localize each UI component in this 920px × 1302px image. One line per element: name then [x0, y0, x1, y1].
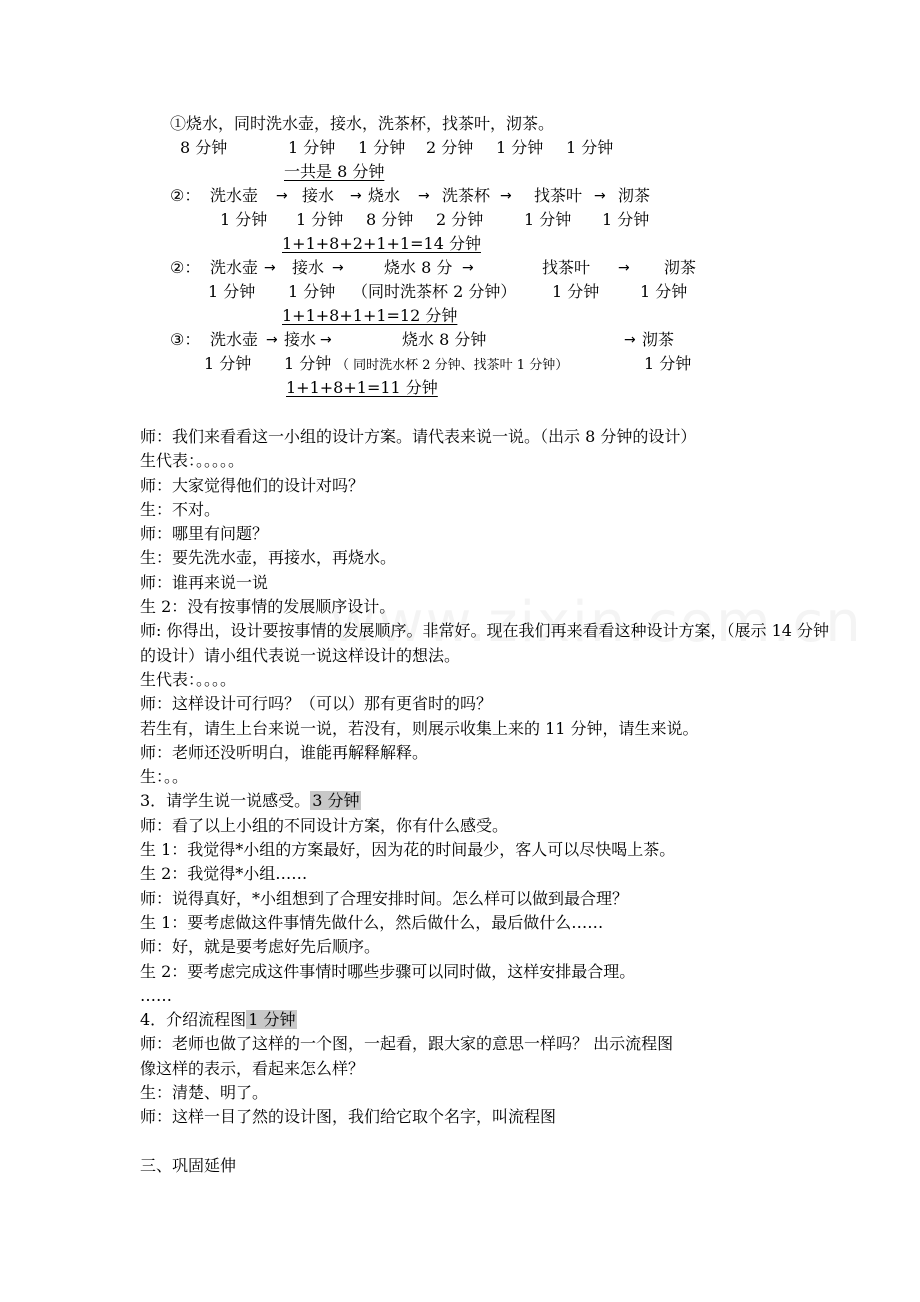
dialogue-line: 生 1：要考虑做这件事情先做什么，然后做什么，最后做什么……	[140, 912, 604, 932]
plan-1-time: 8 分钟	[180, 138, 228, 157]
plan-2-time: 1 分钟	[602, 210, 650, 229]
dialogue-line: 生 2：没有按事情的发展顺序设计。	[140, 597, 396, 617]
dialogue-line: 生：不对。	[140, 499, 221, 519]
dialogue-line: 师：看了以上小组的不同设计方案，你有什么感受。	[140, 815, 509, 835]
dialogue-line: 师：这样一目了然的设计图，我们给它取个名字，叫流程图	[140, 1107, 557, 1127]
plan-2-label: ②：	[170, 186, 201, 205]
plan-4-total: 1+1+8+1=11 分钟	[286, 378, 438, 397]
plan-3-label: ②：	[170, 258, 201, 277]
plan-3-time: 1 分钟	[552, 282, 600, 301]
section-4-heading	[140, 1008, 830, 1032]
plan-4-time: 1 分钟	[644, 354, 692, 373]
plan-3-time: 1 分钟	[288, 282, 336, 301]
dialogue-line: 师: 你得出，设计要按事情的发展顺序。非常好。现在我们再来看看这种设计方案，（展示 14 分钟的设计）请小组代表说一说这样设计的想法。	[140, 621, 830, 665]
plan-1-time: 1 分钟	[566, 138, 614, 157]
dialogue-line: 师：谁再来说一说	[140, 572, 269, 592]
section-4-title: 4．介绍流程图	[140, 1010, 247, 1030]
plan-4-time: 1 分钟	[284, 354, 332, 373]
plan-3-total: 1+1+8+1+1=12 分钟	[282, 306, 458, 325]
section-3-heading	[140, 789, 830, 813]
lesson-dialogue	[140, 425, 830, 1178]
plan-4-label: ③：	[170, 330, 201, 349]
plan-3-time: 1 分钟	[208, 282, 256, 301]
arrow-icon: →	[462, 260, 474, 276]
dialogue-line: 生 2：我觉得*小组……	[140, 864, 308, 884]
arrow-icon: →	[418, 188, 430, 204]
plan-3-step: 沏茶	[664, 258, 697, 277]
dialogue-line: 生 2：要考虑完成这件事情时哪些步骤可以同时做，这样安排最合理。	[140, 961, 636, 981]
plan-2-time: 1 分钟	[296, 210, 344, 229]
dialogue-line: 师：哪里有问题？	[140, 524, 269, 544]
dialogue-line: 生 1：我觉得*小组的方案最好，因为花的时间最少，客人可以尽快喝上茶。	[140, 840, 676, 860]
plan-3-step: 找茶叶	[542, 258, 591, 277]
plan-2-total: 1+1+8+2+1+1=14 分钟	[282, 234, 481, 253]
arrow-icon: →	[350, 188, 362, 204]
plan-3-time: 1 分钟	[640, 282, 688, 301]
plan-1-time: 1 分钟	[288, 138, 336, 157]
plan-4-step: 烧水 8 分钟	[402, 330, 487, 349]
arrow-icon: →	[264, 260, 276, 276]
dialogue-line: 师：好，就是要考虑好先后顺序。	[140, 937, 381, 957]
plan-1-total: 一共是 8 分钟	[284, 162, 385, 181]
plan-2-time: 1 分钟	[220, 210, 268, 229]
arrow-icon: →	[276, 188, 288, 204]
section-next-heading: 三、巩固延伸	[140, 1155, 237, 1175]
arrow-icon: →	[624, 332, 636, 348]
dialogue-line: 师：我们来看看这一小组的设计方案。请代表来说一说。（出示 8 分钟的设计）	[140, 427, 697, 446]
plan-1-time: 1 分钟	[358, 138, 406, 157]
plan-1-time: 1 分钟	[496, 138, 544, 157]
section-3-time-badge: 3 分钟	[312, 791, 360, 811]
plan-2-time: 1 分钟	[524, 210, 572, 229]
dialogue-line: 生：要先洗水壶，再接水，再烧水。	[140, 548, 397, 568]
plan-3-time: （同时洗茶杯 2 分钟）	[352, 282, 517, 301]
plan-1-time: 2 分钟	[426, 138, 474, 157]
plan-2-step: 找茶叶	[534, 186, 583, 205]
arrow-icon: →	[618, 260, 630, 276]
plan-1-title: ①烧水，同时洗水壶，接水，洗茶杯，找茶叶，沏茶。	[170, 114, 555, 133]
plan-2-time: 2 分钟	[436, 210, 484, 229]
plan-2-step: 接水	[302, 186, 335, 205]
dialogue-line: 师：这样设计可行吗？（可以）那有更省时的吗？	[140, 694, 493, 714]
arrow-icon: →	[320, 332, 332, 348]
dialogue-line: 生代表：。。。。	[140, 669, 237, 689]
plan-4-step: 沏茶	[642, 330, 675, 349]
dialogue-line: 若生有，请生上台来说一说，若没有，则展示收集上来的 11 分钟，请生来说。	[140, 718, 699, 738]
dialogue-line: 生代表：。。。。。	[140, 451, 245, 471]
dialogue-line: 师：说得真好，*小组想到了合理安排时间。怎么样可以做到最合理？	[140, 888, 629, 908]
dialogue-line: 生：。。	[140, 767, 189, 787]
plan-3-step: 洗水壶	[210, 258, 259, 277]
plan-2-time: 8 分钟	[366, 210, 414, 229]
plan-2-step: 沏茶	[618, 186, 651, 205]
dialogue-line: 像这样的表示，看起来怎么样？	[140, 1058, 365, 1078]
plan-4-step: 洗水壶	[210, 330, 259, 349]
arrow-icon: →	[594, 188, 606, 204]
dialogue-line: 师：老师还没听明白，谁能再解释解释。	[140, 742, 429, 762]
plan-2-step: 洗茶杯	[442, 186, 491, 205]
dialogue-line: 师：大家觉得他们的设计对吗？	[140, 475, 365, 495]
plan-4-time: （ 同时洗水杯 2 分钟、找茶叶 1 分钟）	[336, 358, 569, 373]
plan-3-step: 烧水 8 分	[384, 258, 453, 277]
section-3-title: 3．请学生说一说感受。	[140, 791, 311, 811]
arrow-icon: →	[332, 260, 344, 276]
paragraph-gap	[140, 1130, 830, 1154]
section-4-time-badge: 1 分钟	[248, 1010, 296, 1030]
plan-3-step: 接水	[292, 258, 325, 277]
plan-4-step: 接水	[284, 330, 317, 349]
plan-4-time: 1 分钟	[204, 354, 252, 373]
dialogue-line: 生：清楚、明了。	[140, 1083, 269, 1103]
plan-2-step: 洗水壶	[210, 186, 259, 205]
plan-2-step: 烧水	[368, 186, 401, 205]
dialogue-line: ……	[140, 985, 172, 1005]
dialogue-line: 师：老师也做了这样的一个图，一起看，跟大家的意思一样吗？ 出示流程图	[140, 1034, 674, 1054]
arrow-icon: →	[500, 188, 512, 204]
arrow-icon: →	[266, 332, 278, 348]
